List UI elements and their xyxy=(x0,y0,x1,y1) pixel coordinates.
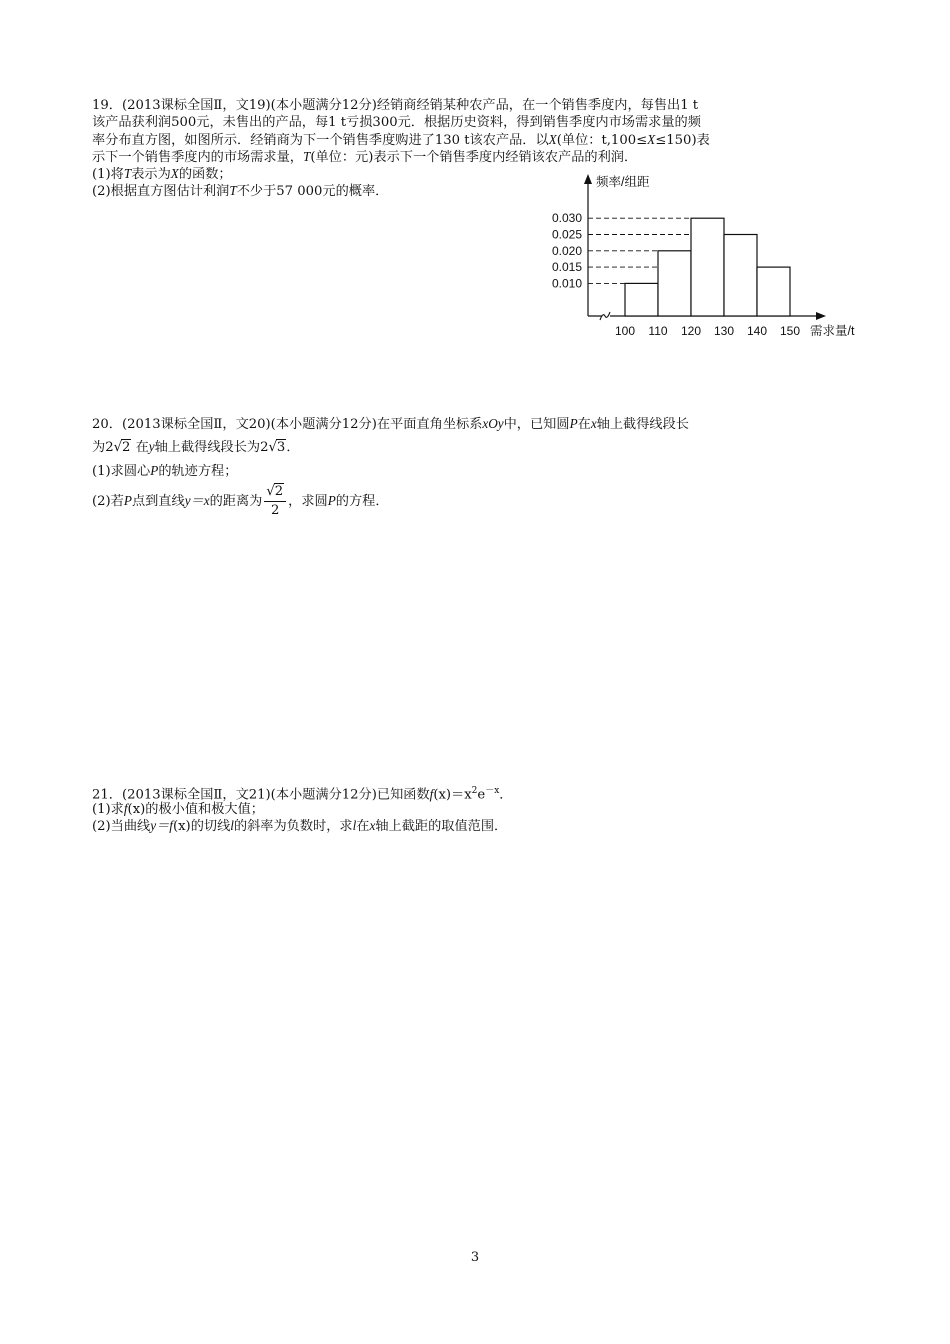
q19-p2b: 不少于57 000元的概率． xyxy=(236,184,389,199)
q20-t1d: 轴上截得线段长 xyxy=(596,417,689,432)
q20-line-1 xyxy=(92,415,689,433)
y-axis-arrow xyxy=(584,174,592,184)
q20-frac-den: 2 xyxy=(271,503,280,518)
q21-var-f: f xyxy=(429,786,434,802)
histogram-bar xyxy=(724,235,757,317)
q20-p2c: 的距离为 xyxy=(209,494,263,509)
q21-p2-l2: l xyxy=(352,818,357,833)
q19-text-4b: (单位：元)表示下一个销售季度内经销该农产品的利润． xyxy=(310,150,638,165)
y-tick-label: 0.020 xyxy=(551,243,582,258)
x-tick-label: 110 xyxy=(648,324,668,338)
q19-part-1 xyxy=(92,165,232,183)
q21-p2c: 的斜率为负数时，求 xyxy=(233,819,353,834)
q19-p1b: 表示为 xyxy=(131,167,171,182)
q19-line-4 xyxy=(92,148,637,166)
x-tick-label: 140 xyxy=(746,324,768,338)
q20-var-p: P xyxy=(569,416,578,431)
q20-p1b: 的轨迹方程； xyxy=(158,464,238,479)
q20-p2-p2: P xyxy=(327,493,336,508)
y-tick-label: 0.030 xyxy=(551,211,582,226)
q21-p1-f: f xyxy=(123,801,128,816)
q20-p2e: 的方程． xyxy=(335,494,389,509)
histogram-bar xyxy=(757,267,790,316)
q20-part-1 xyxy=(92,462,237,480)
q19-text-2: 该产品获利润500元，未售出的产品，每1 t亏损300元．根据历史资料，得到销售季度内市场需求量的频 xyxy=(92,115,701,130)
q19-p1a: (1)将 xyxy=(92,167,124,182)
q21-p2e: 轴上截距的取值范围． xyxy=(375,819,508,834)
q20-p1-p: P xyxy=(150,463,159,478)
q21-p2-eq: y＝f xyxy=(150,818,173,833)
q21-p1b: (x)的极小值和极大值； xyxy=(127,802,264,817)
q20-t2c: 轴上截得线段长为 xyxy=(154,440,261,455)
q20-part-2 xyxy=(92,482,389,521)
x-tick-label: 150 xyxy=(779,324,801,338)
y-tick-label: 0.015 xyxy=(551,260,582,275)
q20-p2b: 点到直线 xyxy=(131,494,185,509)
histogram-bar xyxy=(625,283,658,316)
q20-line-eq: y＝x xyxy=(184,493,210,508)
q21-p2-x: x xyxy=(369,818,376,833)
q19-p2a: (2)根据直方图估计利润 xyxy=(92,184,230,199)
q20-t2b: 在 xyxy=(135,440,149,455)
q20-t1b: 中，已知圆 xyxy=(503,417,570,432)
q21-p2a: (2)当曲线 xyxy=(92,819,151,834)
x-tick-label: 120 xyxy=(680,324,702,338)
x-axis-arrow xyxy=(816,312,826,320)
q19-text-4a: 示下一个销售季度内的市场需求量， xyxy=(92,150,303,165)
q19-p1c: 的函数； xyxy=(178,167,232,182)
q19-text-3b: (单位：t,100≤ xyxy=(556,133,648,148)
q20-r2-rad: 3 xyxy=(276,440,286,455)
page-number: 3 xyxy=(470,1250,480,1265)
q21-p2b: (x)的切线 xyxy=(172,819,231,834)
q21-t1a: 21．(2013课标全国Ⅱ，文21)(本小题满分12分)已知函数 xyxy=(92,787,430,803)
q19-var-x2: X xyxy=(647,132,656,147)
histogram-chart xyxy=(540,168,880,348)
q20-p1a: (1)求圆心 xyxy=(92,464,151,479)
q20-p2d: ，求圆 xyxy=(288,494,328,509)
q21-p2-l: l xyxy=(230,818,234,833)
q21-t1b: (x)＝x xyxy=(433,787,472,803)
q20-line-2: 为2√2 在y轴上截得线段长为2√3． xyxy=(92,439,300,455)
q19-text-3c: ≤150)表 xyxy=(655,133,710,148)
q20-var-xoy: xOy xyxy=(482,416,504,431)
q19-p1-t: T xyxy=(123,166,132,181)
q20-fraction: $\frac{√2}{2}$ xyxy=(264,483,286,520)
x-tick-label: 100 xyxy=(614,324,636,338)
q20-r1-coef: 2 xyxy=(105,440,114,455)
q19-var-t: T xyxy=(303,149,311,164)
q20-frac-num: 2 xyxy=(274,484,284,499)
q19-text-3a: 率分布直方图，如图所示．经销商为下一个销售季度购进了130 t该农产品．以 xyxy=(92,133,549,148)
q20-p2-p: P xyxy=(123,493,132,508)
q19-text-1: 19．(2013课标全国Ⅱ，文19)(本小题满分12分)经销商经销某种农产品，在一个销售季度内，每售出1 t xyxy=(92,98,699,113)
axis-break xyxy=(600,312,610,320)
q21-part-2 xyxy=(92,817,507,835)
y-tick-label: 0.025 xyxy=(551,227,582,242)
q20-t2d: ． xyxy=(286,440,300,455)
q20-r2-coef: 2 xyxy=(260,440,269,455)
q20-var-y: y xyxy=(148,439,155,454)
q20-p2a: (2)若 xyxy=(92,494,124,509)
q19-line-2 xyxy=(92,114,701,131)
q21-t1c: e xyxy=(477,787,486,803)
q19-p2-t: T xyxy=(229,183,237,198)
y-axis-label: 频率/组距 xyxy=(596,175,650,189)
q19-part-2 xyxy=(92,182,388,200)
q20-t2a: 为 xyxy=(92,440,106,455)
q20-r1-rad: 2 xyxy=(121,440,131,455)
histogram-bar xyxy=(658,251,691,316)
q21-p2d: 在 xyxy=(356,819,370,834)
q21-part-1 xyxy=(92,800,264,818)
y-tick-label: 0.010 xyxy=(551,276,582,291)
q19-line-3 xyxy=(92,131,710,149)
x-tick-label: 130 xyxy=(713,324,735,338)
x-axis-label: 需求量/t xyxy=(810,324,855,338)
q21-sup: 2 xyxy=(471,786,478,796)
q19-line-1 xyxy=(92,97,698,114)
q20-var-x: x xyxy=(590,416,597,431)
q21-p1a: (1)求 xyxy=(92,802,124,817)
q19-var-x: X xyxy=(548,132,557,147)
q20-t1c: 在 xyxy=(577,417,591,432)
q20-t1a: 20．(2013课标全国Ⅱ，文20)(本小题满分12分)在平面直角坐标系 xyxy=(92,417,483,432)
q19-p1-x: X xyxy=(170,166,179,181)
histogram-bar xyxy=(691,218,724,316)
q21-t1d: ． xyxy=(499,787,513,803)
q21-sup2: －x xyxy=(485,786,500,796)
